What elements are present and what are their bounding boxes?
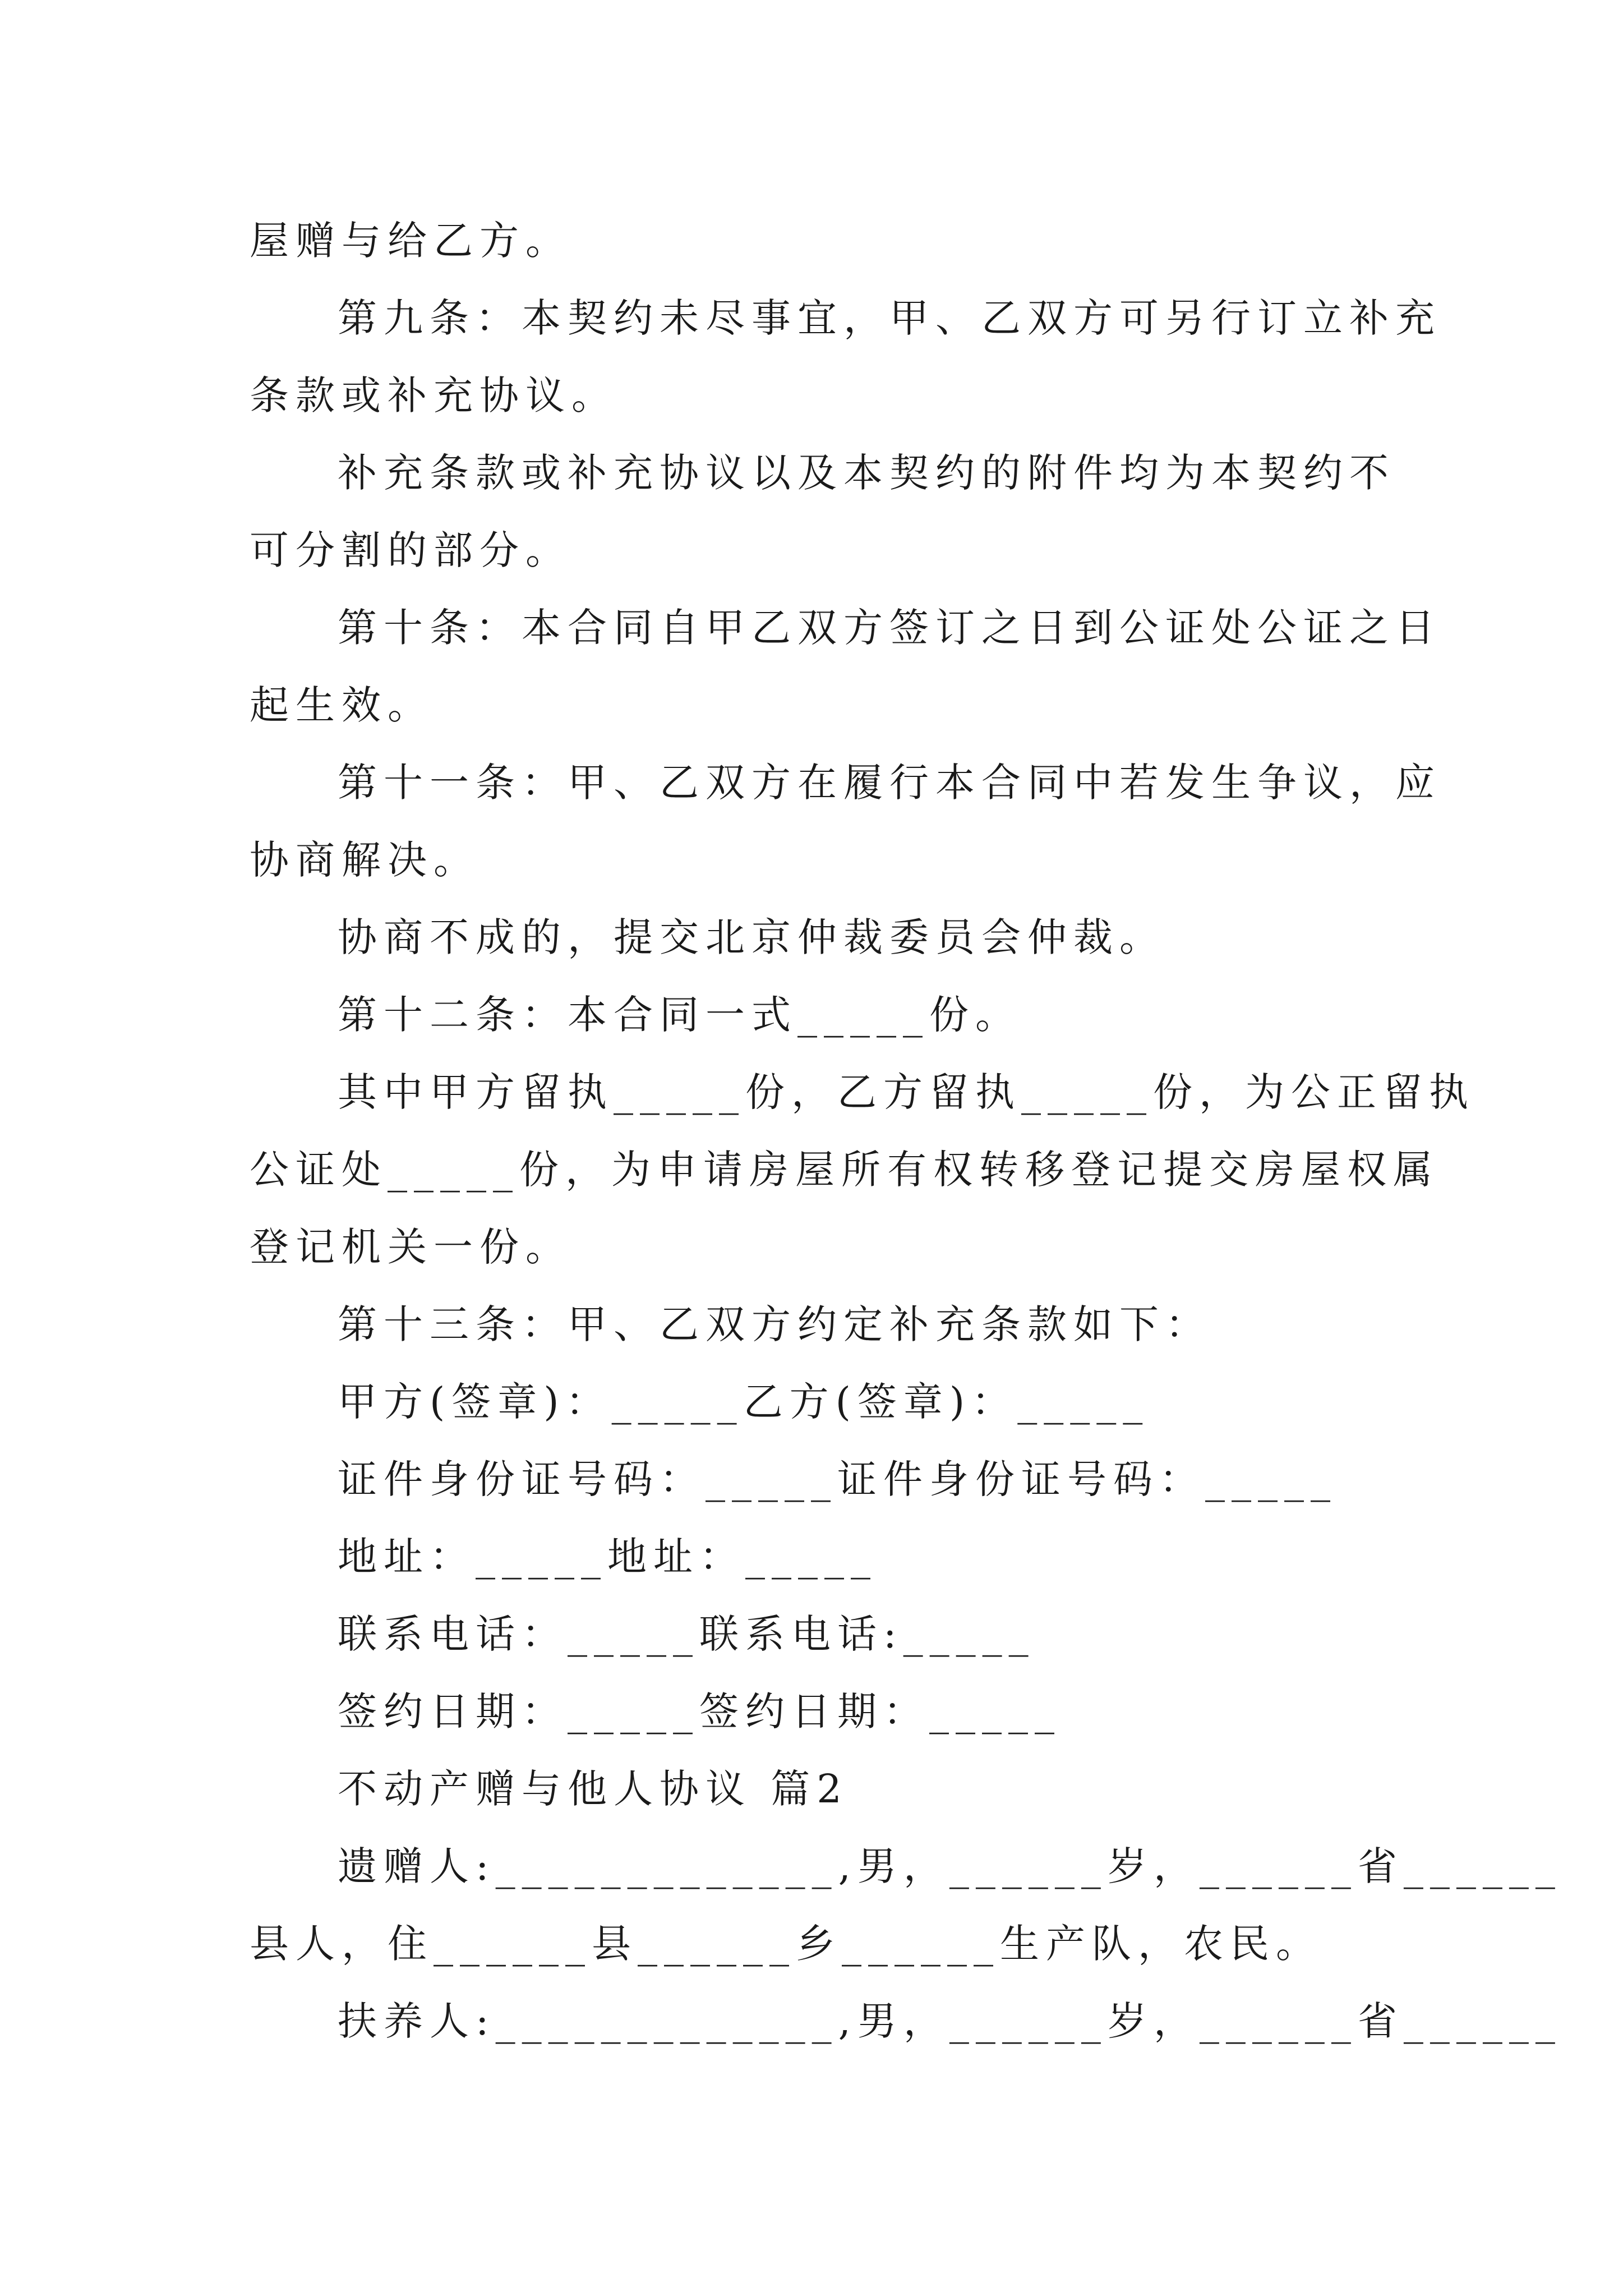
text-line: 第十二条：本合同一式_____份。 (338, 992, 1021, 1038)
text-line: 第九条：本契约未尽事宜，甲、乙双方可另行订立补充 (338, 295, 1441, 341)
text-line: 第十条：本合同自甲乙双方签订之日到公证处公证之日 (338, 605, 1441, 651)
section-heading: 不动产赠与他人协议 篇2 (338, 1766, 849, 1812)
sign-date-line: 签约日期：_____签约日期：_____ (338, 1688, 1061, 1734)
text-line: 协商解决。 (250, 837, 479, 883)
text-line: 其中甲方留执_____份，乙方留执_____份，为公正留执 (338, 1069, 1475, 1115)
text-line: 公证处_____份，为申请房屋所有权转移登记提交房屋权属 (250, 1147, 1439, 1193)
text-line: 屋赠与给乙方。 (250, 218, 571, 264)
document-body (250, 202, 1562, 2060)
text-line: 遗赠人:_____________,男，______岁，______省______ (338, 1843, 1562, 1889)
text-line: 条款或补充协议。 (250, 372, 617, 418)
text-line: 可分割的部分。 (250, 527, 571, 573)
text-line: 登记机关一份。 (250, 1224, 571, 1270)
phone-line: 联系电话：_____联系电话:_____ (338, 1611, 1035, 1657)
text-line: 起生效。 (250, 682, 434, 728)
text-line: 县人，住______县______乡______生产队，农民。 (250, 1921, 1322, 1967)
text-line: 第十一条：甲、乙双方在履行本合同中若发生争议，应 (338, 760, 1441, 806)
text-line: 扶养人:_____________,男，______岁，______省______ (338, 1998, 1562, 2044)
text-line: 补充条款或补充协议以及本契约的附件均为本契约不 (338, 450, 1395, 496)
text-line: 第十三条：甲、乙双方约定补充条款如下： (338, 1301, 1211, 1347)
id-number-line: 证件身份证号码：_____证件身份证号码：_____ (338, 1456, 1337, 1502)
address-line: 地址：_____地址：_____ (338, 1534, 877, 1580)
signature-line: 甲方(签章)：_____乙方(签章)：_____ (338, 1379, 1150, 1425)
text-line: 协商不成的，提交北京仲裁委员会仲裁。 (338, 914, 1165, 960)
